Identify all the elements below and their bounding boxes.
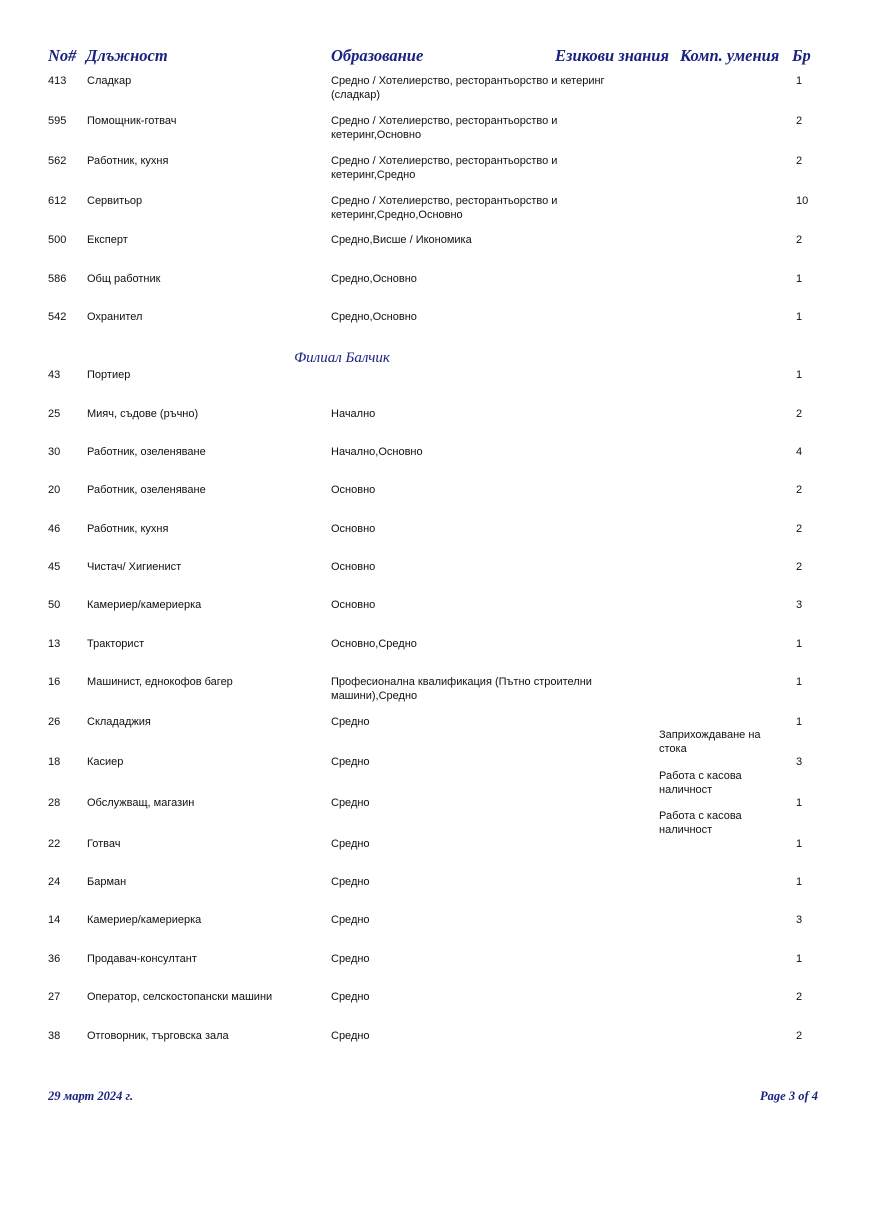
cell-count: 2 — [796, 484, 803, 496]
cell-count: 4 — [796, 446, 803, 458]
cell-no: 500 — [48, 234, 67, 246]
cell-no: 18 — [48, 756, 61, 768]
cell-count: 1 — [796, 797, 803, 809]
cell-count: 3 — [796, 756, 803, 768]
cell-education: Средно — [331, 838, 370, 850]
branch-title: Филиал Балчик — [294, 350, 390, 366]
computer-note: Работа с касова наличност — [659, 770, 742, 796]
cell-education: Средно — [331, 716, 370, 728]
cell-no: 46 — [48, 523, 61, 535]
cell-education: Начално,Основно — [331, 446, 423, 458]
cell-position: Обслужващ, магазин — [87, 797, 195, 809]
cell-count: 2 — [796, 991, 803, 1003]
cell-education: Средно / Хотелиерство, ресторантьорство и кетеринг (сладкар) — [331, 75, 605, 101]
cell-education: Средно / Хотелиерство, ресторантьорство и кетеринг,Средно — [331, 155, 558, 181]
cell-no: 413 — [48, 75, 67, 87]
cell-education: Средно — [331, 756, 370, 768]
cell-education: Начално — [331, 408, 376, 420]
header-computer: Комп. умения — [680, 46, 780, 65]
cell-education: Средно,Основно — [331, 273, 417, 285]
cell-education: Основно — [331, 523, 376, 535]
cell-education: Средно / Хотелиерство, ресторантьорство и кетеринг,Основно — [331, 115, 558, 141]
cell-no: 13 — [48, 638, 61, 650]
cell-count: 1 — [796, 676, 803, 688]
cell-count: 1 — [796, 716, 803, 728]
cell-position: Охранител — [87, 311, 143, 323]
cell-position: Работник, кухня — [87, 155, 169, 167]
cell-position: Работник, озеленяване — [87, 446, 206, 458]
cell-no: 45 — [48, 561, 61, 573]
cell-position: Портиер — [87, 369, 131, 381]
cell-no: 16 — [48, 676, 61, 688]
cell-no: 30 — [48, 446, 61, 458]
cell-position: Продавач-консултант — [87, 953, 197, 965]
cell-position: Машинист, еднокофов багер — [87, 676, 233, 688]
cell-education: Средно,Висше / Икономика — [331, 234, 472, 246]
cell-count: 2 — [796, 1030, 803, 1042]
cell-no: 50 — [48, 599, 61, 611]
cell-no: 595 — [48, 115, 67, 127]
cell-no: 24 — [48, 876, 61, 888]
footer-date: 29 март 2024 г. — [48, 1089, 134, 1103]
cell-position: Оператор, селскостопански машини — [87, 991, 273, 1003]
header-no: No# — [48, 46, 77, 65]
cell-position: Тракторист — [87, 638, 145, 650]
cell-no: 20 — [48, 484, 61, 496]
cell-count: 2 — [796, 561, 803, 573]
cell-no: 38 — [48, 1030, 61, 1042]
cell-count: 3 — [796, 599, 803, 611]
cell-position: Склададжия — [87, 716, 151, 728]
cell-position: Сладкар — [87, 75, 132, 87]
header-count: Бр — [792, 46, 811, 65]
cell-count: 1 — [796, 876, 803, 888]
cell-count: 1 — [796, 311, 803, 323]
cell-no: 27 — [48, 991, 61, 1003]
cell-position: Барман — [87, 876, 127, 888]
cell-position: Камериер/камериерка — [87, 599, 202, 611]
header-education: Образование — [331, 46, 424, 65]
cell-count: 10 — [796, 195, 809, 207]
cell-no: 28 — [48, 797, 61, 809]
footer-page: Page 3 of 4 — [760, 1089, 818, 1103]
header-position: Длъжност — [86, 46, 168, 65]
cell-no: 25 — [48, 408, 61, 420]
cell-count: 1 — [796, 838, 803, 850]
cell-count: 2 — [796, 115, 803, 127]
header-languages: Езикови знания — [555, 46, 669, 65]
cell-position: Общ работник — [87, 273, 161, 285]
cell-count: 2 — [796, 155, 803, 167]
cell-education: Средно — [331, 876, 370, 888]
cell-no: 36 — [48, 953, 61, 965]
cell-education: Основно — [331, 561, 376, 573]
cell-count: 1 — [796, 638, 803, 650]
cell-position: Работник, озеленяване — [87, 484, 206, 496]
cell-position: Касиер — [87, 756, 124, 768]
cell-education: Средно — [331, 991, 370, 1003]
cell-education: Професионална квалификация (Пътно строителни машини),Средно — [331, 676, 592, 702]
cell-count: 3 — [796, 914, 803, 926]
computer-note: Работа с касова наличност — [659, 810, 742, 836]
cell-no: 43 — [48, 369, 61, 381]
cell-education: Средно — [331, 914, 370, 926]
computer-note: Заприхождаване на стока — [659, 729, 761, 755]
cell-education: Средно,Основно — [331, 311, 417, 323]
cell-education: Средно — [331, 1030, 370, 1042]
cell-no: 22 — [48, 838, 61, 850]
cell-no: 14 — [48, 914, 61, 926]
cell-no: 542 — [48, 311, 67, 323]
cell-position: Отговорник, търговска зала — [87, 1030, 229, 1042]
cell-count: 1 — [796, 953, 803, 965]
cell-count: 1 — [796, 75, 803, 87]
cell-position: Мияч, съдове (ръчно) — [87, 408, 199, 420]
cell-no: 612 — [48, 195, 67, 207]
cell-no: 586 — [48, 273, 67, 285]
cell-count: 1 — [796, 273, 803, 285]
cell-position: Камериер/камериерка — [87, 914, 202, 926]
cell-education: Средно — [331, 953, 370, 965]
cell-count: 2 — [796, 523, 803, 535]
cell-education: Основно — [331, 599, 376, 611]
cell-no: 562 — [48, 155, 67, 167]
cell-position: Чистач/ Хигиенист — [87, 561, 182, 573]
cell-position: Работник, кухня — [87, 523, 169, 535]
cell-no: 26 — [48, 716, 61, 728]
cell-education: Основно — [331, 484, 376, 496]
cell-position: Готвач — [87, 838, 121, 850]
cell-count: 2 — [796, 408, 803, 420]
cell-count: 1 — [796, 369, 803, 381]
cell-position: Помощник-готвач — [87, 115, 177, 127]
cell-education: Основно,Средно — [331, 638, 417, 650]
cell-education: Средно — [331, 797, 370, 809]
cell-position: Сервитьор — [87, 195, 143, 207]
cell-education: Средно / Хотелиерство, ресторантьорство и кетеринг,Средно,Основно — [331, 195, 558, 221]
cell-count: 2 — [796, 234, 803, 246]
cell-position: Експерт — [87, 234, 128, 246]
